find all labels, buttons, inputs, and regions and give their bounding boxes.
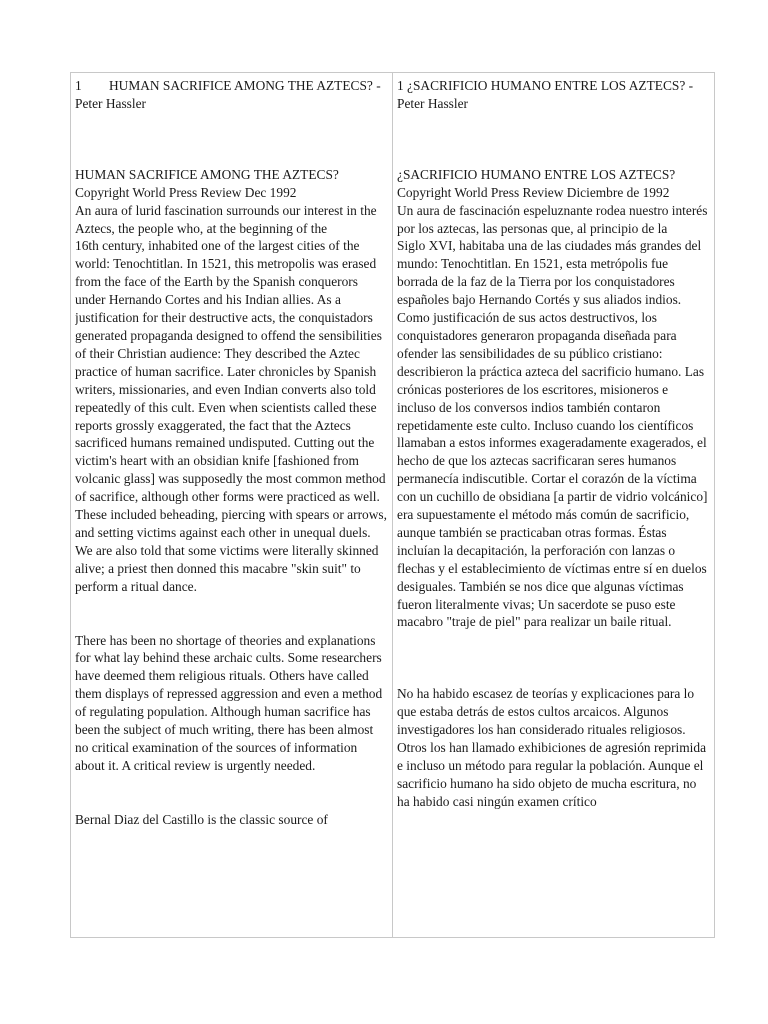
spanish-paragraph-2: No ha habido escasez de teorías y explicaciones para lo que estaba detrás de estos cultos arcaicos. Algunos investigadores los han considerado rituales religiosos. Otros los han llamado exhibiciones de agresión reprimida e incluso un método para regular la población. Aunque el sacrificio humano ha sido objeto de mucha escritura, no ha habido casi ningún examen crítico <box>397 686 707 809</box>
spanish-paragraph-1: Un aura de fascinación espeluznante rodea nuestro interés por los aztecas, las personas que, al principio de la <box>397 202 708 236</box>
english-paragraph-3: Bernal Diaz del Castillo is the classic source of <box>75 811 328 827</box>
spanish-paragraph-1b: Siglo XVI, habitaba una de las ciudades más grandes del mundo: Tenochtitlan. En 1521, esta metrópolis fue borrada de la faz de la Tierra por los conquistadores españoles bajo Hernando Cortés y sus aliados indios. Como justificación de sus actos destructivos, los conquistadores generaron propaganda diseñada para ofender las sensibilidades de su público cristiano: describieron la práctica azteca del sacrificio humano. Las crónicas posteriores de los escritores, misioneros e incluso de los conversos indios también contaron repetidamente este culto. Incluso cuando los científicos llamaban a estos informes exageradamente exagerados, el hecho de que los aztecas sacrificaran seres humanos permanecía indiscutible. Cortar el corazón de la víctima con un cuchillo de obsidiana [a partir de vidrio volcánico] era supuestamente el método más común de sacrificio, aunque también se practicaban otras formas. Éstas incluían la decapitación, la perforación con lanzas o flechas y el establecimiento de víctimas entre sí en duelos desiguales. También se nos dice que algunas víctimas fueron literalmente vivas; Un sacerdote se puso este macabro "traje de piel" para realizar un baile ritual. <box>397 238 708 630</box>
english-paragraph-1b: 16th century, inhabited one of the largest cities of the world: Tenochtitlan. In 1521, this metropolis was erased from the face of the Earth by the Spanish conquerors under Hernando Cortes and his Indian allies. As a justification for their destructive acts, the conquistadors generated propaganda designed to offend the sensibilities of their Christian audience: They described the Aztec practice of human sacrifice. Later chronicles by Spanish writers, missionaries, and even Indian converts also told repeatedly of this cult. Even when scientists called these reports grossly exaggerated, the fact that the Aztecs sacrificed humans remained undisputed. Cutting out the victim's heart with an obsidian knife [fashioned from volcanic glass] was supposedly the most common method of sacrifice, although other forms were practiced as well. These included beheading, piercing with spears or arrows, and setting victims against each other in unequal duels. We are also told that some victims were literally skinned alive; a priest then donned this macabre "skin suit" to perform a ritual dance. <box>75 238 387 594</box>
spacer <box>75 596 388 632</box>
spanish-title: ¿SACRIFICIO HUMANO ENTRE LOS AZTECS? Copyright World Press Review Diciembre de 1992 <box>397 166 676 200</box>
bilingual-table <box>70 72 715 938</box>
spacer <box>397 631 710 685</box>
english-copyright: Copyright World Press Review Dec 1992 <box>75 184 297 200</box>
table-row <box>71 73 715 938</box>
spacer <box>75 113 388 166</box>
english-heading-text: HUMAN SACRIFICE AMONG THE AZTECS? - Peter Hassler <box>75 78 381 111</box>
spanish-column <box>393 73 715 938</box>
english-title: HUMAN SACRIFICE AMONG THE AZTECS? <box>75 166 339 182</box>
english-column <box>71 73 393 938</box>
spanish-cell-content <box>397 77 710 935</box>
english-paragraph-1: An aura of lurid fascination surrounds our interest in the Aztecs, the people who, at the beginning of the <box>75 202 377 236</box>
english-cell-content <box>75 77 388 935</box>
spacer <box>397 113 710 166</box>
english-paragraph-2: There has been no shortage of theories and explanations for what lay behind these archaic cults. Some researchers have deemed them religious rituals. Others have called them displays of repressed aggression and even a method of regulating population. Although human sacrifice has been the subject of much writing, there has been almost no critical examination of the sources of information about it. A critical review is urgently needed. <box>75 632 383 773</box>
english-heading <box>75 77 388 113</box>
spacer <box>75 775 388 811</box>
spanish-heading: 1 ¿SACRIFICIO HUMANO ENTRE LOS AZTECS? - Peter Hassler <box>397 78 694 111</box>
heading-number: 1 <box>75 78 82 93</box>
